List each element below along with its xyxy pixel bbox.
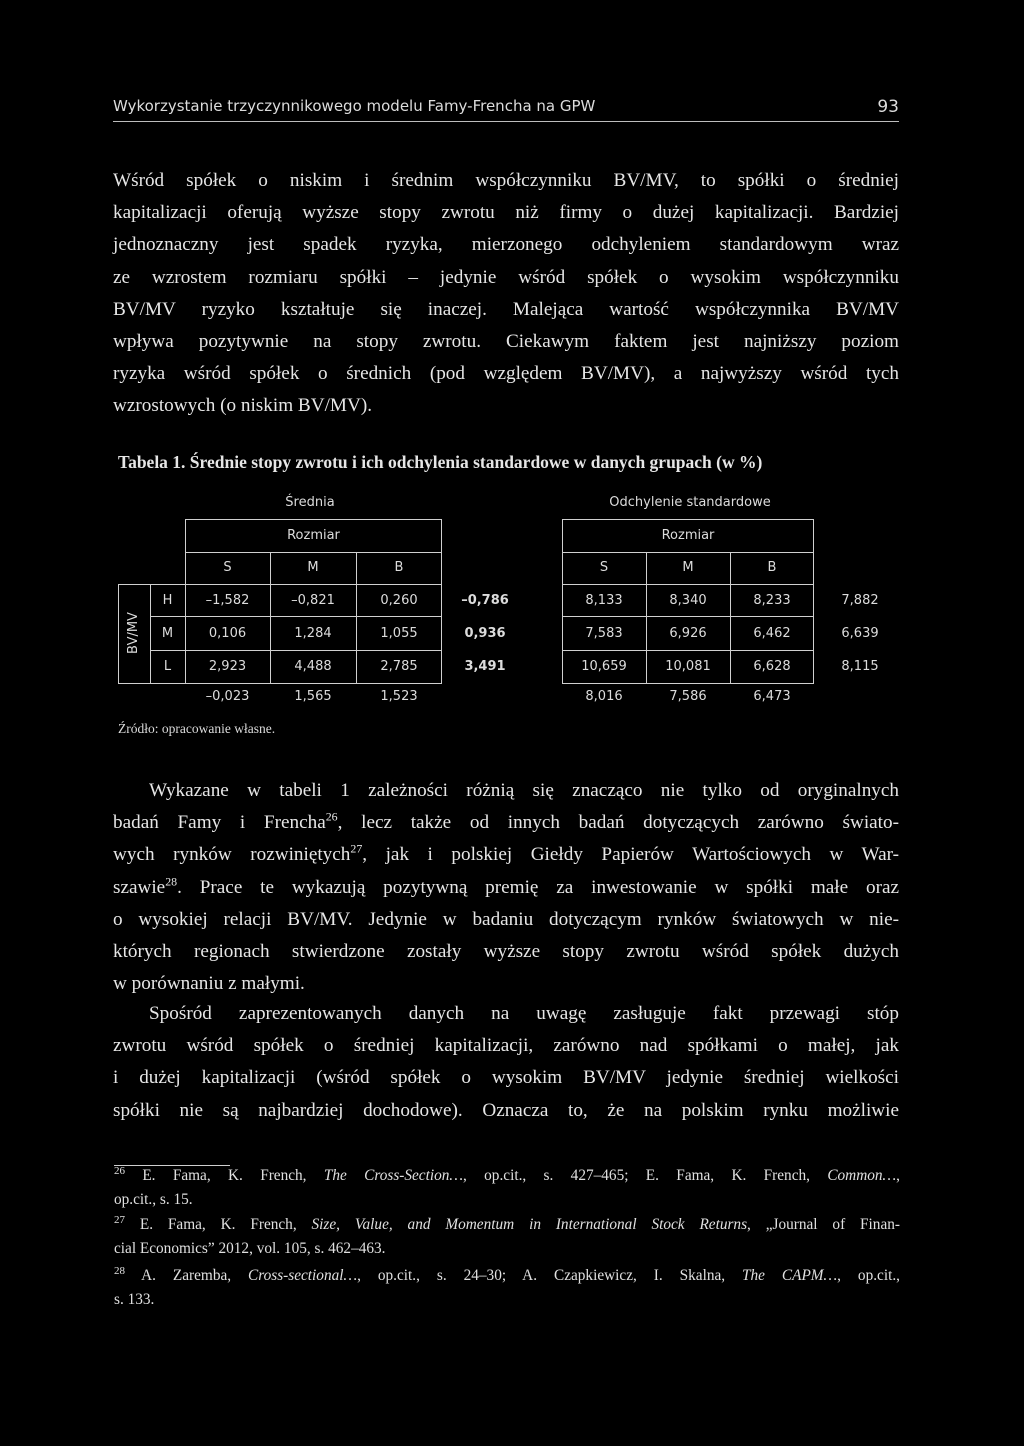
paragraph-line: ze wzrostem rozmiaru spółki – jedynie wśród spółek o wysokim współczynniku [113,266,899,288]
text-run: The CAPM… [742,1267,838,1284]
table-source-note: Źródło: opracowanie własne. [118,721,276,736]
text-run: Size, Value, and Momentum in International Stock Returns [311,1216,748,1233]
std-col-total: 7,586 [669,689,707,704]
footnote-line: cial Economics” 2012, vol. 105, s. 462–463. [114,1239,386,1257]
row-label: H [162,593,173,608]
mean-col-total: 1,565 [294,689,332,704]
footnote-mark: 27 [114,1213,125,1226]
mean-cell: 4,488 [294,659,332,674]
footnote-mark: 26 [114,1164,125,1177]
bvmv-axis-label: BV/MV [126,612,141,654]
footnote-line: op.cit., s. 15. [114,1190,193,1208]
row-label: L [163,659,172,674]
paragraph-line: i dużej kapitalizacji (wśród spółek o wysokim BV/MV jedynie średniej wielkości [113,1067,899,1089]
std-cell: 10,659 [581,659,627,674]
mean-cell: 1,055 [380,626,418,641]
table-rule [150,584,151,684]
footnote-ref: 26 [325,809,338,824]
text-run: . Prace te wykazują pozytywną premię za inwestowanie w spółki małe oraz [177,876,899,898]
paragraph-line: wzrostowych (o niskim BV/MV). [113,395,373,417]
mean-block [185,519,442,684]
mean-col-total: 1,523 [380,689,418,704]
footnote-mark: 28 [114,1264,125,1277]
text-run: Cross-sectional… [248,1267,358,1284]
paragraph-line: spółki nie są najbardziej dochodowe). Oznacza to, że na polskim rynku możliwie [113,1099,899,1121]
table-rule [150,616,442,617]
paragraph-line: wpływa pozytywnie na stopy zwrotu. Ciekawym faktem jest najniższy poziom [113,331,899,353]
std-cell: 8,133 [585,593,623,608]
text-run: , „Journal of Finan- [747,1216,900,1233]
page-number: 93 [877,97,899,117]
paragraph-line: kapitalizacji oferują wyższe stopy zwrotu niż firmy o dużej kapitalizacji. Bardziej [113,202,899,224]
mean-row-total: 3,491 [464,659,506,674]
paragraph-line: zwrotu wśród spółek o średniej kapitalizacji, zarówno nad spółkami o małej, jak [113,1035,899,1057]
table-caption: Tabela 1. Średnie stopy zwrotu i ich odchylenia standardowe w danych grupach (w %) [118,452,763,472]
row-label: M [161,626,174,641]
paragraph-3 [113,998,899,1127]
paragraph-line: o wysokiej relacji BV/MV. Jedynie w badaniu dotyczącym rynków światowych w nie- [113,908,899,930]
col-header-b: B [394,560,404,575]
col-header-b: B [767,560,777,575]
table-rule [562,650,814,651]
table-rule [185,584,442,585]
table-rule [185,552,442,553]
paragraph-line: BV/MV ryzyko kształtuje się inaczej. Malejąca wartość współczynnika BV/MV [113,298,899,320]
col-header-m: M [307,560,319,575]
mean-header: Średnia [285,495,335,510]
text-run: badań Famy i Frencha [113,812,326,834]
paragraph-line [113,839,899,871]
text-run: E. Fama, K. French, [125,1216,312,1233]
text-run: , op.cit., s. 24–30; A. Czapkiewicz, I. Skalna, [357,1267,743,1284]
footnote-line [114,1264,900,1288]
mean-col-total: –0,023 [205,689,250,704]
row-label-block [118,584,186,684]
mean-row-total: 0,936 [464,626,506,641]
footnote-27 [114,1213,900,1260]
footnote-line [114,1164,900,1188]
paragraph-2 [113,775,899,1000]
text-run: A. Zaremba, [125,1267,249,1284]
paragraph-line: w porównaniu z małymi. [113,973,305,995]
header-rule [113,121,899,122]
text-run: , jak i polskiej Giełdy Papierów Wartościowych w War- [362,844,899,866]
std-row-total: 6,639 [841,626,879,641]
running-title: Wykorzystanie trzyczynnikowego modelu Famy-Frencha na GPW [113,97,596,115]
paragraph-line: Wykazane w tabeli 1 zależności różnią się znacząco nie tylko od oryginalnych [149,780,899,801]
std-cell: 10,081 [665,659,711,674]
text-run: wych rynków rozwiniętych [113,844,351,866]
table-rule [150,650,442,651]
table-rule [646,552,647,684]
text-run: , lecz także od innych badań dotyczących zarówno świato- [337,812,899,834]
footnote-28 [114,1264,900,1311]
std-row-total: 7,882 [841,593,879,608]
paragraph-line: ryzyka wśród spółek o średnich (pod względem BV/MV), a najwyższy wśród tych [113,363,899,385]
text-run: E. Fama, K. French, [125,1167,324,1184]
mean-cell: 0,260 [380,593,418,608]
text-run: The Cross-Section… [323,1167,463,1184]
size-label: Rozmiar [287,528,340,543]
paragraph-line [113,872,899,904]
footnote-26 [114,1164,900,1211]
std-col-total: 6,473 [753,689,791,704]
std-col-total: 8,016 [585,689,623,704]
std-cell: 6,628 [753,659,791,674]
paragraph-line: Wśród spółek o niskim i średnim współczynniku BV/MV, to spółki o średniej [113,170,899,191]
std-row-total: 8,115 [841,659,879,674]
footnote-ref: 27 [350,842,363,857]
std-cell: 6,462 [753,626,791,641]
footnote-line [114,1213,900,1237]
std-block [562,519,814,684]
std-cell: 8,233 [753,593,791,608]
paragraph-line: jednoznaczny jest spadek ryzyka, mierzonego odchyleniem standardowym wraz [113,234,899,256]
std-header: Odchylenie standardowe [609,495,771,510]
mean-cell: 2,785 [380,659,418,674]
text-run: Common… [827,1167,897,1184]
mean-row-total: –0,786 [461,593,509,608]
size-label: Rozmiar [661,528,715,543]
paragraph-line: Spośród zaprezentowanych danych na uwagę zasługuje fakt przewagi stóp [149,1003,899,1024]
col-header-s: S [599,560,609,575]
std-cell: 7,583 [585,626,623,641]
mean-cell: 1,284 [294,626,332,641]
text-run: szawie [113,876,166,898]
paragraph-line: których regionach stwierdzone zostały wyższe stopy zwrotu wśród spółek dużych [113,941,899,963]
text-run: , op.cit., [837,1267,900,1284]
paragraph-1 [113,165,899,423]
table-rule [270,552,271,684]
footnote-ref: 28 [165,874,178,889]
std-cell: 8,340 [669,593,707,608]
text-run: , op.cit., s. 427–465; E. Fama, K. French, [463,1167,828,1184]
table-rule [562,584,814,585]
mean-cell: –1,582 [205,593,250,608]
paragraph-line [113,807,899,839]
text-run: , [896,1167,900,1184]
mean-cell: –0,821 [291,593,335,608]
table-rule [562,616,814,617]
footnote-line: s. 133. [114,1290,155,1308]
table-rule [356,552,357,684]
mean-cell: 0,106 [208,626,247,641]
std-cell: 6,926 [669,626,707,641]
col-header-s: S [223,560,232,575]
col-header-m: M [682,560,694,575]
running-header [113,97,899,125]
table-rule [562,552,814,553]
mean-cell: 2,923 [208,659,247,674]
table-rule [730,552,731,684]
